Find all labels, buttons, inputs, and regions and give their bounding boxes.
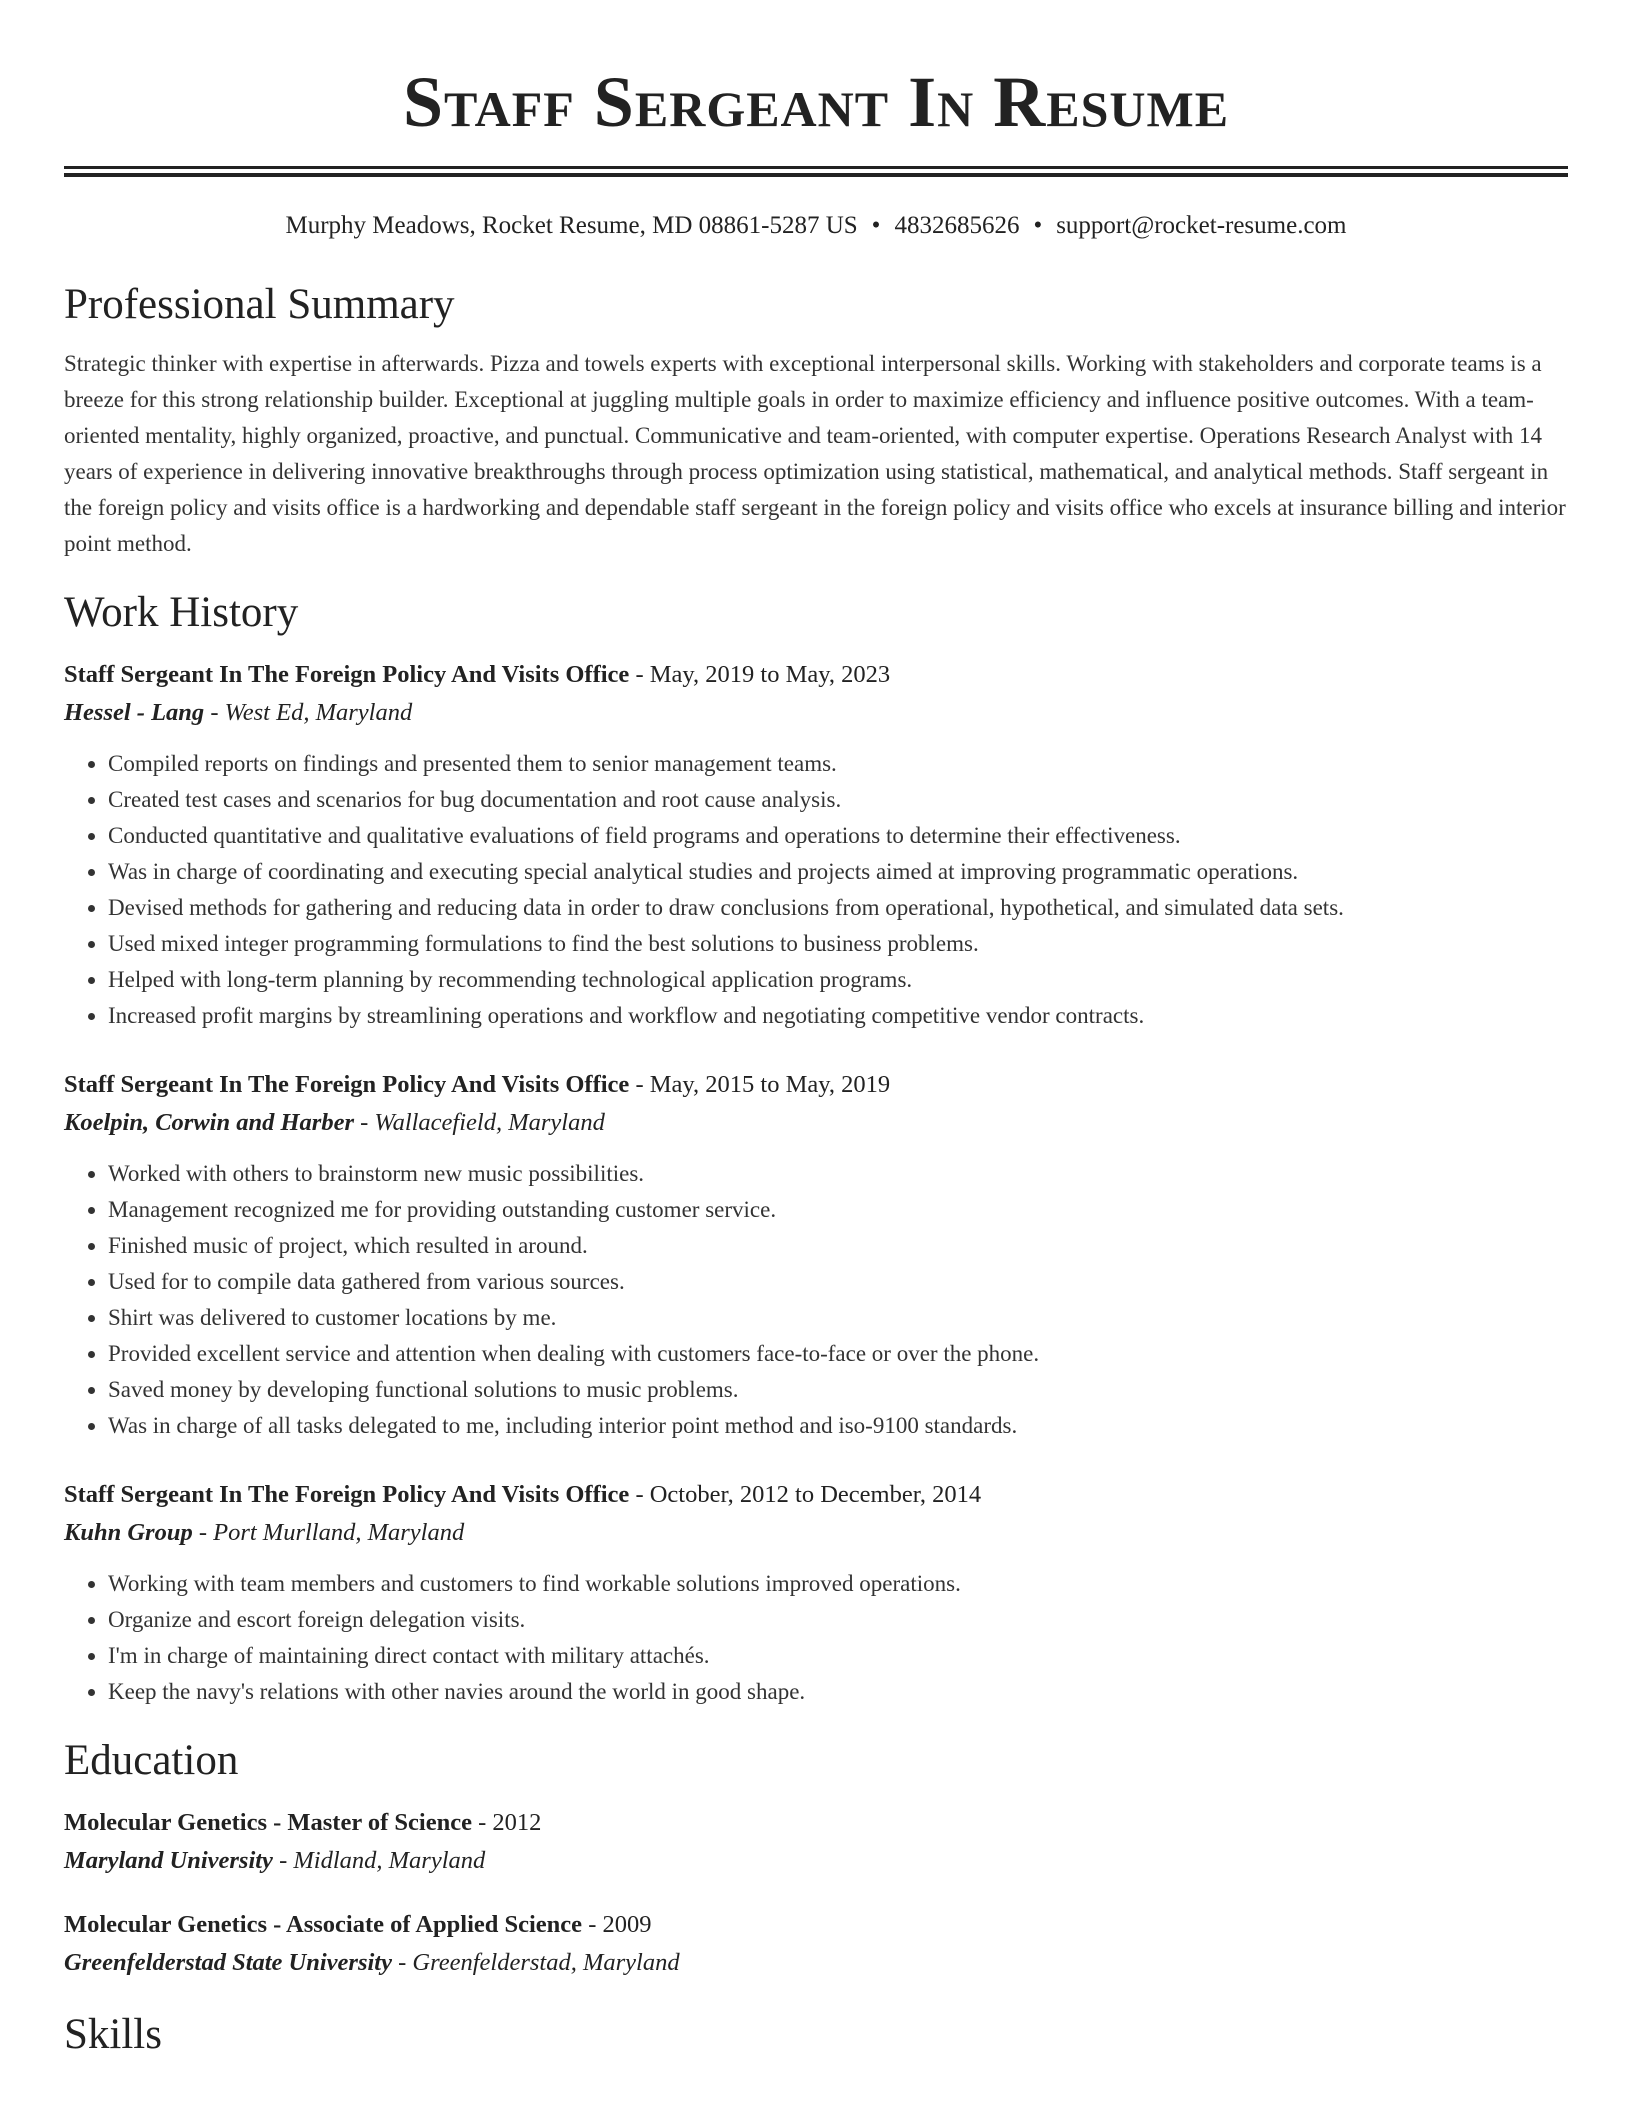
job-bullet: • Conducted quantitative and qualitative evaluations of field programs and operations to determine their effectiveness. — [108, 818, 1568, 854]
job-bullet: • Was in charge of all tasks delegated to me, including interior point method and iso-9100 standards. — [108, 1408, 1568, 1444]
job-bullets — [64, 1156, 1568, 1444]
job-bullet: • Created test cases and scenarios for bug documentation and root cause analysis. — [108, 782, 1568, 818]
job-dates: May, 2019 to May, 2023 — [649, 661, 891, 688]
resume-page — [64, 0, 1568, 2060]
education-degree: Molecular Genetics - Master of Science — [64, 1809, 472, 1836]
job-bullet: • Management recognized me for providing outstanding customer service. — [108, 1192, 1568, 1228]
job-employer — [64, 694, 1568, 732]
job-location: Port Murlland, Maryland — [213, 1519, 465, 1546]
job-bullet: • Provided excellent service and attention when dealing with customers face-to-face or over the phone. — [108, 1336, 1568, 1372]
dash: - — [392, 1949, 413, 1976]
job-bullet: • Was in charge of coordinating and executing special analytical studies and projects aimed at improving programmatic operations. — [108, 854, 1568, 890]
education-year: 2012 — [492, 1809, 542, 1836]
education-school: Greenfelderstad State University — [64, 1949, 392, 1976]
job-bullet: • Working with team members and customers to find workable solutions improved operations. — [108, 1566, 1568, 1602]
job-header — [64, 656, 1568, 694]
dash: - — [629, 661, 650, 688]
job-bullet: • I'm in charge of maintaining direct contact with military attachés. — [108, 1638, 1568, 1674]
job-bullet: • Shirt was delivered to customer locations by me. — [108, 1300, 1568, 1336]
job-bullet: • Devised methods for gathering and reducing data in order to draw conclusions from operational, hypothetical, and simulated data sets. — [108, 890, 1568, 926]
job-location: Wallacefield, Maryland — [374, 1109, 605, 1136]
job-entry — [64, 656, 1568, 1034]
title-divider — [64, 166, 1568, 176]
dash: - — [204, 699, 225, 726]
dash: - — [272, 1847, 294, 1874]
education-degree-line — [64, 1906, 1568, 1944]
contact-line — [64, 211, 1568, 241]
job-bullet: • Compiled reports on findings and presented them to senior management teams. — [108, 746, 1568, 782]
dash: - — [629, 1071, 650, 1098]
contact-email: support@rocket-resume.com — [1056, 212, 1347, 239]
job-bullet: • Used mixed integer programming formulations to find the best solutions to business problems. — [108, 926, 1568, 962]
job-entry — [64, 1476, 1568, 1710]
job-employer — [64, 1104, 1568, 1142]
job-bullet: • Increased profit margins by streamlining operations and workflow and negotiating competitive vendor contracts. — [108, 998, 1568, 1034]
job-role: Staff Sergeant In The Foreign Policy And Visits Office — [64, 1071, 630, 1098]
job-bullet: • Worked with others to brainstorm new music possibilities. — [108, 1156, 1568, 1192]
contact-address: Murphy Meadows, Rocket Resume, MD 08861-5287 US — [285, 212, 858, 239]
job-header — [64, 1476, 1568, 1514]
education-heading: Education — [64, 1737, 239, 1784]
education-entry — [64, 1804, 1568, 1880]
education-school: Maryland University — [64, 1847, 273, 1874]
education-location: Midland, Maryland — [293, 1847, 486, 1874]
education-entry — [64, 1906, 1568, 1982]
job-location: West Ed, Maryland — [224, 699, 413, 726]
dash: - — [353, 1109, 375, 1136]
education-school-line — [64, 1842, 1568, 1880]
summary-text: Strategic thinker with expertise in afterwards. Pizza and towels experts with exceptional interpersonal skills. Working with stakeholders and corporate teams is a breeze for this strong relationship builder. Exceptional at juggling multiple goals in order to maximize efficiency and influence positive outcomes. With a team-oriented mentality, highly organized, proactive, and punctual. Communicative and team-oriented, with computer expertise. Operations Research Analyst with 14 years of experience in delivering innovative breakthroughs through process optimization using statistical, mathematical, and analytical methods. Staff sergeant in the foreign policy and visits office is a hardworking and dependable staff sergeant in the foreign policy and visits office who excels at insurance billing and interior point method. — [64, 351, 1566, 556]
dash: - — [629, 1481, 650, 1508]
job-entry — [64, 1066, 1568, 1444]
job-bullets — [64, 1566, 1568, 1710]
education-location: Greenfelderstad, Maryland — [412, 1949, 680, 1976]
job-company: Kuhn Group — [64, 1519, 193, 1546]
job-bullets — [64, 746, 1568, 1034]
job-company: Koelpin, Corwin and Harber — [64, 1109, 354, 1136]
job-employer — [64, 1514, 1568, 1552]
contact-separator: • — [871, 212, 881, 239]
contact-separator: • — [1033, 212, 1043, 239]
job-role: Staff Sergeant In The Foreign Policy And Visits Office — [64, 1481, 630, 1508]
job-bullet: • Helped with long-term planning by recommending technological application programs. — [108, 962, 1568, 998]
job-header — [64, 1066, 1568, 1104]
education-degree-line — [64, 1804, 1568, 1842]
job-bullet: • Saved money by developing functional solutions to music problems. — [108, 1372, 1568, 1408]
job-dates: October, 2012 to December, 2014 — [649, 1481, 982, 1508]
job-company: Hessel - Lang — [64, 699, 205, 726]
job-bullet: • Used for to compile data gathered from various sources. — [108, 1264, 1568, 1300]
education-school-line — [64, 1944, 1568, 1982]
summary-heading: Professional Summary — [64, 281, 455, 328]
skills-heading: Skills — [64, 2011, 162, 2058]
job-bullet: • Finished music of project, which resulted in around. — [108, 1228, 1568, 1264]
dash: - — [192, 1519, 214, 1546]
dash: - — [582, 1911, 603, 1938]
contact-phone: 4832685626 — [894, 212, 1020, 239]
job-dates: May, 2015 to May, 2019 — [649, 1071, 891, 1098]
job-bullet: • Keep the navy's relations with other navies around the world in good shape. — [108, 1674, 1568, 1710]
education-degree: Molecular Genetics - Associate of Applied Science — [64, 1911, 583, 1938]
job-role: Staff Sergeant In The Foreign Policy And Visits Office — [64, 661, 630, 688]
job-bullet: • Organize and escort foreign delegation visits. — [108, 1602, 1568, 1638]
education-year: 2009 — [602, 1911, 652, 1938]
resume-title: Staff Sergeant In Resume — [402, 62, 1230, 142]
dash: - — [471, 1809, 493, 1836]
work-history-heading: Work History — [64, 589, 299, 636]
